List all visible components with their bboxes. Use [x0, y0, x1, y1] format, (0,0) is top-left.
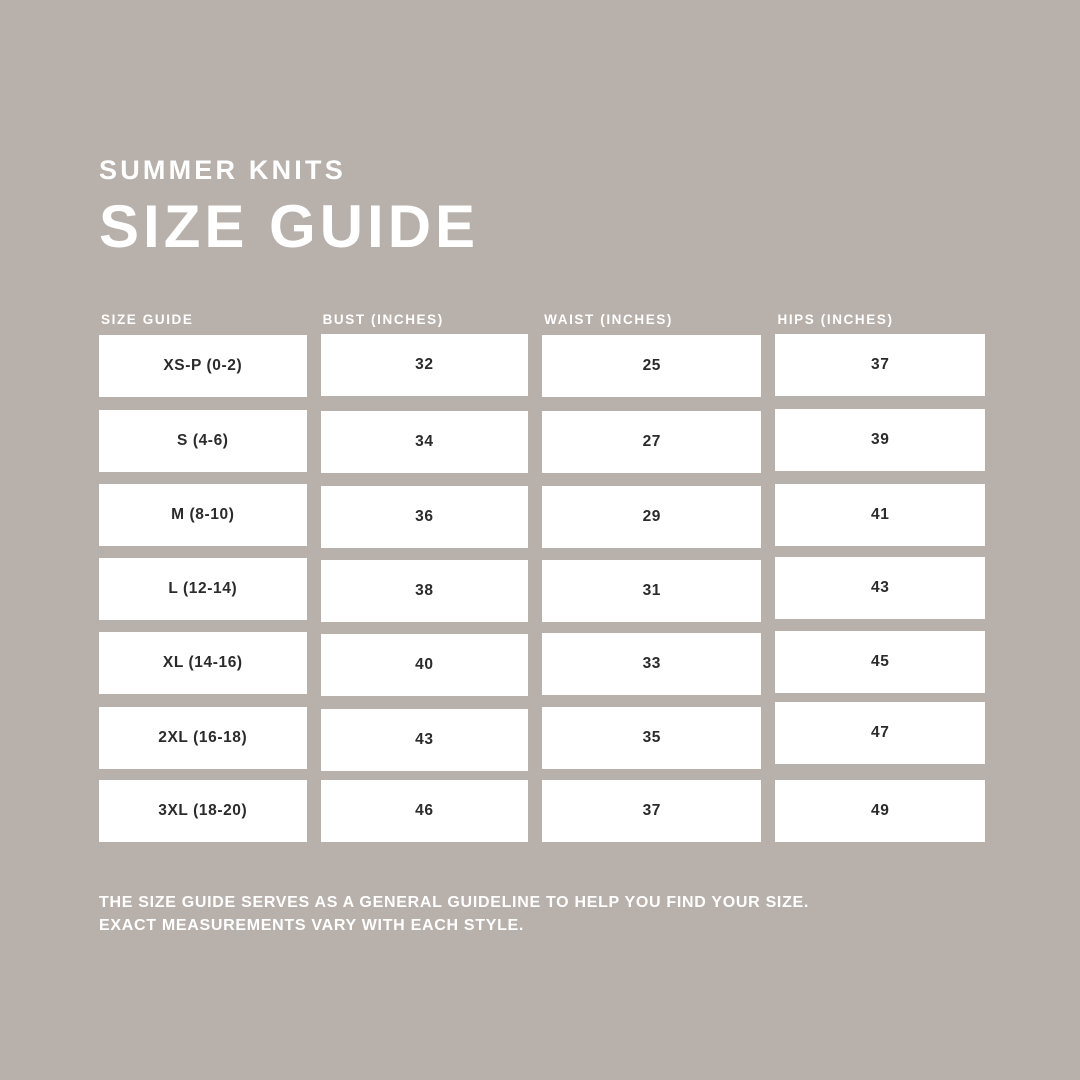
cell-size: 2XL (16-18)	[99, 707, 307, 769]
cell-bust: 40	[321, 634, 529, 696]
cell-bust: 38	[321, 560, 529, 622]
cell-size: S (4-6)	[99, 410, 307, 472]
size-table	[99, 312, 985, 854]
cell-waist: 27	[542, 411, 761, 473]
table-row	[99, 706, 985, 768]
cell-waist: 29	[542, 486, 761, 548]
cell-size: 3XL (18-20)	[99, 780, 307, 842]
column-header-hips: HIPS (INCHES)	[777, 312, 894, 327]
column-header-bust: BUST (INCHES)	[322, 312, 444, 327]
cell-hips: 45	[775, 631, 985, 693]
cell-size: XS-P (0-2)	[99, 335, 307, 397]
table-row	[99, 484, 985, 546]
cell-hips: 37	[775, 334, 985, 396]
header	[99, 155, 959, 260]
cell-bust: 46	[321, 780, 529, 842]
column-header-waist: WAIST (INCHES)	[544, 312, 674, 327]
table-row	[99, 780, 985, 842]
cell-size: L (12-14)	[99, 558, 307, 620]
cell-size: XL (14-16)	[99, 632, 307, 694]
table-row	[99, 558, 985, 620]
table-row	[99, 336, 985, 398]
cell-bust: 43	[321, 709, 529, 771]
cell-size: M (8-10)	[99, 484, 307, 546]
page-title: SIZE GUIDE	[99, 192, 480, 260]
cell-hips: 47	[775, 702, 985, 764]
footnote	[99, 891, 979, 937]
cell-hips: 49	[775, 780, 985, 842]
table-header-row	[99, 312, 985, 327]
cell-hips: 39	[775, 409, 985, 471]
table-row	[99, 410, 985, 472]
cell-waist: 33	[542, 633, 761, 695]
cell-waist: 35	[542, 707, 761, 769]
column-header-size: SIZE GUIDE	[101, 312, 194, 327]
table-row	[99, 632, 985, 694]
cell-hips: 41	[775, 484, 985, 546]
cell-waist: 37	[542, 780, 761, 842]
cell-bust: 32	[321, 334, 529, 396]
cell-bust: 36	[321, 486, 529, 548]
cell-hips: 43	[775, 557, 985, 619]
footnote-line-1: THE SIZE GUIDE SERVES AS A GENERAL GUIDELINE TO HELP YOU FIND YOUR SIZE.	[99, 894, 810, 911]
collection-eyebrow: SUMMER KNITS	[99, 155, 346, 185]
cell-waist: 25	[542, 335, 761, 397]
footnote-line-2: EXACT MEASUREMENTS VARY WITH EACH STYLE.	[99, 917, 525, 935]
cell-waist: 31	[542, 560, 761, 622]
cell-bust: 34	[321, 411, 529, 473]
